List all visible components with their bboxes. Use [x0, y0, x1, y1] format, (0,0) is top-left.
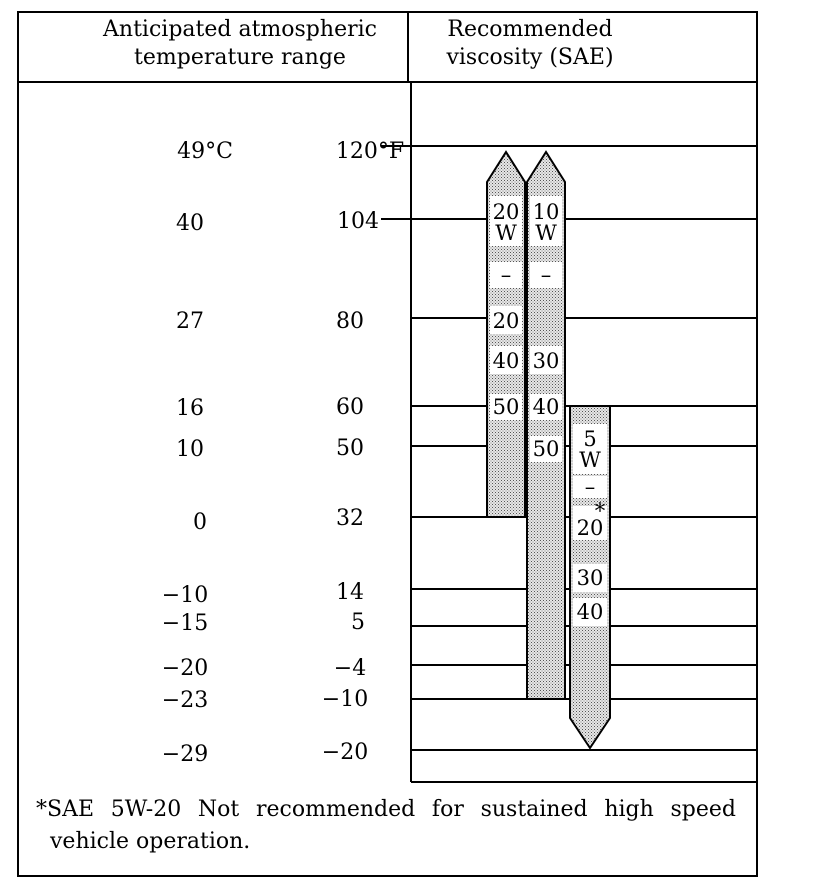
- temp-f-2: 80: [336, 309, 364, 334]
- bar1-label-40: 40: [492, 349, 520, 373]
- temp-c-1: 40: [176, 211, 204, 236]
- bar3-label-30: 30: [576, 566, 604, 590]
- header-right-line1: Recommended: [447, 17, 613, 42]
- temp-f-9: −10: [321, 687, 369, 712]
- bar3-label-40: 40: [576, 600, 604, 624]
- temp-c-8: −20: [161, 656, 209, 681]
- temp-f-5: 32: [336, 506, 364, 531]
- header-temperature: [60, 16, 420, 72]
- bar2-label-10: 10: [532, 200, 560, 224]
- bar3-label-w: W: [579, 448, 601, 472]
- bar3-label-dash: –: [584, 475, 596, 499]
- temp-f-7: 5: [351, 610, 365, 635]
- temp-f-10: −20: [321, 740, 369, 765]
- temp-f-3: 60: [336, 395, 364, 420]
- bar1-label-20b: 20: [492, 309, 520, 333]
- temp-c-6: −10: [161, 583, 209, 608]
- temp-f-8: −4: [333, 656, 367, 681]
- bar3-label-asterisk: *: [594, 499, 606, 523]
- footnote-line2: vehicle operation.: [50, 829, 251, 854]
- bar1-label-dash: –: [500, 263, 512, 287]
- temp-c-10: −29: [161, 742, 209, 767]
- temp-f-1: 104: [337, 209, 379, 234]
- temp-c-7: −15: [161, 611, 209, 636]
- temp-f-6: 14: [336, 580, 364, 605]
- temp-c-5: 0: [193, 510, 207, 535]
- bar2-label-w: W: [535, 221, 557, 245]
- bar1-label-20: 20: [492, 200, 520, 224]
- header-left-line2: temperature range: [134, 45, 346, 70]
- temp-c-3: 16: [176, 396, 204, 421]
- bar1-label-w: W: [495, 221, 517, 245]
- bar2-label-30: 30: [532, 349, 560, 373]
- header-left-line1: Anticipated atmospheric: [103, 17, 377, 42]
- header-viscosity: [410, 16, 650, 72]
- temp-c-4: 10: [176, 437, 204, 462]
- footnote: [36, 794, 736, 858]
- bar2-label-40: 40: [532, 395, 560, 419]
- footnote-line1: *SAE 5W-20 Not recommended for sustained high speed: [36, 797, 736, 822]
- temp-c-2: 27: [176, 309, 204, 334]
- bar2-label-50: 50: [532, 437, 560, 461]
- temp-f-4: 50: [336, 436, 364, 461]
- bar3-label-20: 20: [576, 516, 604, 540]
- bar2-label-dash: –: [540, 263, 552, 287]
- temp-f-0: 120°F: [335, 139, 405, 164]
- temp-c-9: −23: [161, 688, 209, 713]
- bar1-label-50: 50: [492, 395, 520, 419]
- bar3-label-5: 5: [583, 427, 597, 451]
- header-right-line2: viscosity (SAE): [446, 45, 614, 70]
- temp-c-0: 49°C: [177, 139, 233, 164]
